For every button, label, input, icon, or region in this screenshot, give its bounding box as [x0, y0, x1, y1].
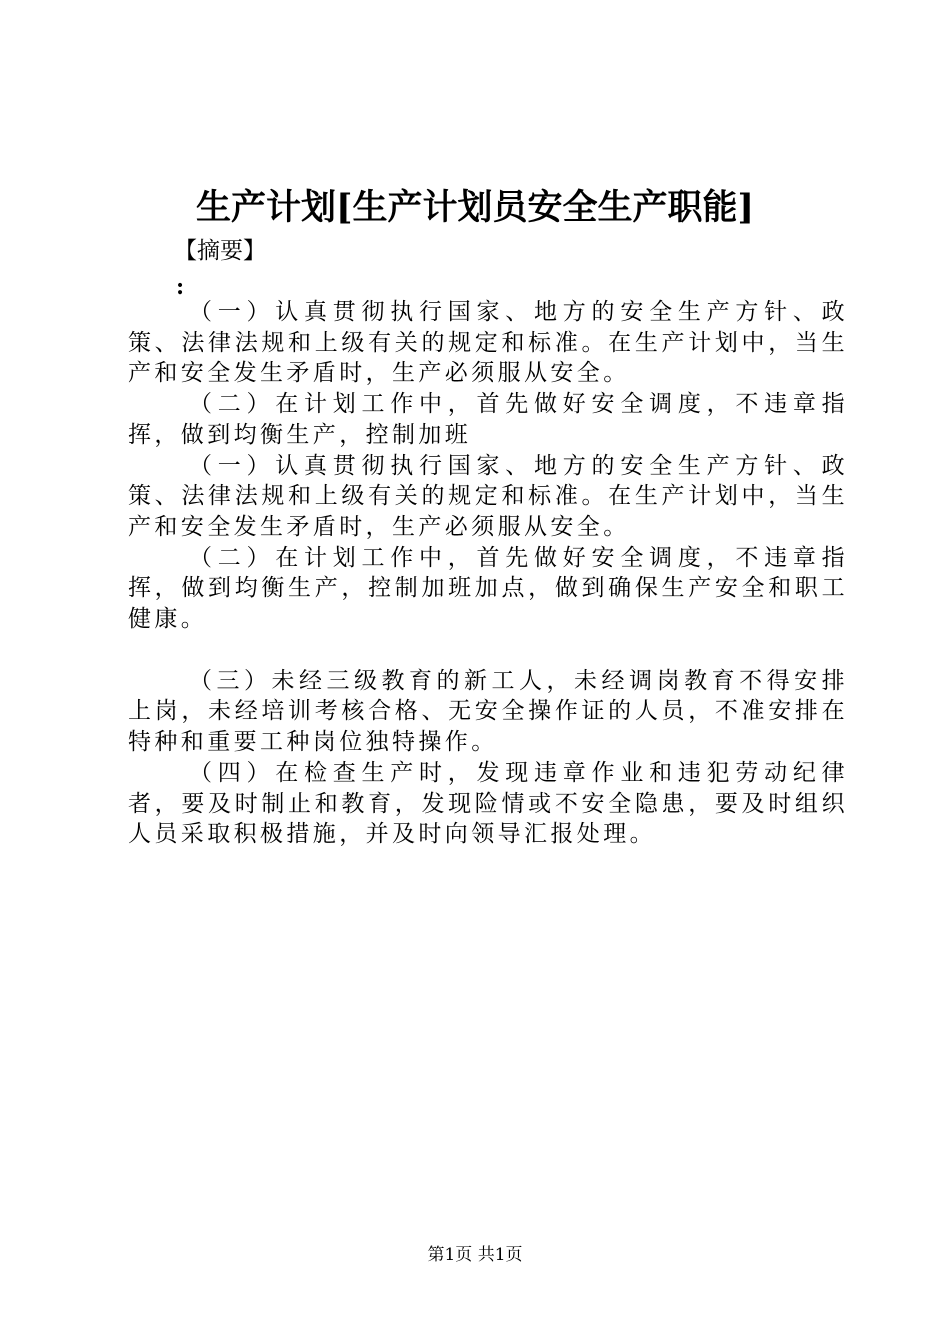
paragraph-3: （一）认真贯彻执行国家、地方的安全生产方针、政策、法律法规和上级有关的规定和标准。在生产计划中，当生产和安全发生矛盾时，生产必须服从安全。: [128, 452, 848, 540]
paragraph-2: （二）在计划工作中，首先做好安全调度，不违章指挥，做到均衡生产，控制加班: [128, 391, 848, 448]
paragraph-1: （一）认真贯彻执行国家、地方的安全生产方针、政策、法律法规和上级有关的规定和标准。在生产计划中，当生产和安全发生矛盾时，生产必须服从安全。: [128, 299, 848, 387]
abstract-colon: :: [176, 274, 185, 300]
paragraph-4: （二）在计划工作中，首先做好安全调度，不违章指挥，做到均衡生产，控制加班加点，做到确保生产安全和职工健康。: [128, 544, 848, 633]
paragraph-6: （四）在检查生产时，发现违章作业和违犯劳动纪律者，要及时制止和教育，发现险情或不安全隐患，要及时组织人员采取积极措施，并及时向领导汇报处理。: [128, 759, 848, 848]
paragraph-5: （三）未经三级教育的新工人，未经调岗教育不得安排上岗，未经培训考核合格、无安全操作证的人员，不准安排在特种和重要工种岗位独特操作。: [128, 667, 848, 756]
abstract-label: 【摘要】: [174, 238, 266, 264]
document-body: [128, 297, 848, 850]
document-title: 生产计划[生产计划员安全生产职能]: [195, 187, 755, 228]
page-footer: 第1页 共1页: [427, 1245, 523, 1265]
